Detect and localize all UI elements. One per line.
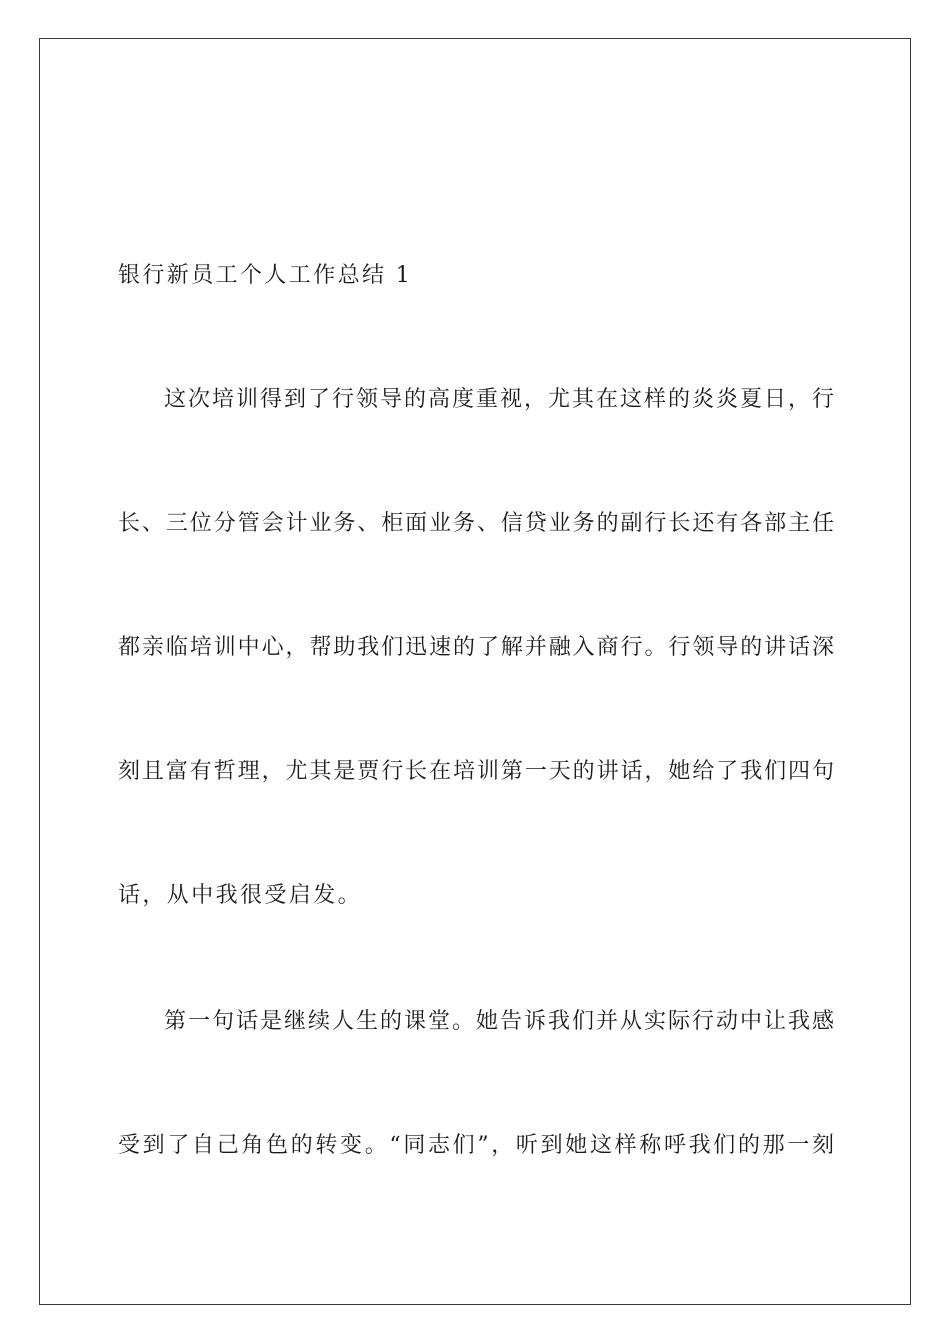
paragraph-line: 受到了自己角色的转变。“同志们”，听到她这样称呼我们的那一刻 <box>118 1133 834 1158</box>
document-title: 银行新员工个人工作总结 1 <box>118 263 413 288</box>
page-border <box>39 38 911 1305</box>
paragraph-line: 第一句话是继续人生的课堂。她告诉我们并从实际行动中让我感 <box>164 1009 834 1034</box>
paragraph-line: 长、三位分管会计业务、柜面业务、信贷业务的副行长还有各部主任 <box>118 511 834 536</box>
paragraph-line: 刻且富有哲理，尤其是贾行长在培训第一天的讲话，她给了我们四句 <box>118 759 834 784</box>
paragraph-line: 这次培训得到了行领导的高度重视，尤其在这样的炎炎夏日，行 <box>164 387 834 412</box>
paragraph-line: 都亲临培训中心，帮助我们迅速的了解并融入商行。行领导的讲话深 <box>118 635 834 660</box>
paragraph-line: 话，从中我很受启发。 <box>118 883 363 908</box>
